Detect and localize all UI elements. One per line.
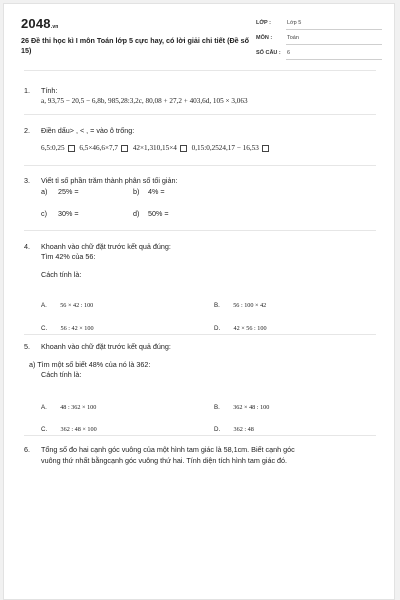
meta-class-label: LỚP : xyxy=(256,20,271,26)
question-text: Khoanh vào chữ đặt trước kết quả đúng: xyxy=(41,242,171,251)
part-label: d) xyxy=(133,209,140,218)
answer-option-a[interactable]: A. 48 : 362 × 100 xyxy=(41,404,97,411)
meta-subject-label: MÔN : xyxy=(256,35,273,41)
answer-option-c[interactable]: C. 362 : 48 × 100 xyxy=(41,426,97,433)
question-number: 3. xyxy=(24,176,30,185)
question-text: Điền dấu> , < , = vào ô trống: xyxy=(41,126,135,135)
part-value: 30% = xyxy=(58,209,79,218)
question-expression: a, 93,75 − 20,5 − 6,8b, 985,28:3,2c, 80,08 + 27,2 + 403,6d, 105 × 3,063 xyxy=(41,97,248,105)
question-text: Viết tỉ số phần trăm thành phân số tối giản: xyxy=(41,176,178,185)
exam-sheet xyxy=(3,3,395,600)
document-title: 26 Đề thi học kì I môn Toán lớp 5 cực hay, có lời giải chi tiết (Đề số 15) xyxy=(21,36,250,55)
answer-box[interactable] xyxy=(68,145,75,152)
question-text: Khoanh vào chữ đặt trước kết quả đúng: xyxy=(41,342,171,351)
question-subtext: Tìm 42% của 56: xyxy=(41,252,96,261)
part-value: 50% = xyxy=(148,209,169,218)
question-text-continued: vuông thứ nhất bằngcạnh góc vuông thứ hai. Tính diện tích hình tam giác đó. xyxy=(41,456,288,465)
meta-class-value: Lớp 5 xyxy=(287,20,302,26)
section-divider xyxy=(24,334,376,335)
question-text: Tính: xyxy=(41,86,58,95)
meta-subject-value: Toán xyxy=(287,35,299,41)
meta-underline xyxy=(286,44,382,45)
answer-option-a[interactable]: A. 56 × 42 : 100 xyxy=(41,302,94,309)
question-number: 1. xyxy=(24,86,30,95)
answer-option-c[interactable]: C. 56 : 42 × 100 xyxy=(41,325,94,332)
answer-option-b[interactable]: B. 56 : 100 × 42 xyxy=(214,302,267,309)
answer-option-b[interactable]: B. 362 × 48 : 100 xyxy=(214,404,270,411)
answer-box[interactable] xyxy=(121,145,128,152)
part-label: a) xyxy=(41,187,48,196)
meta-count-value: 6 xyxy=(287,50,291,56)
compare-item: 0,15:0,2524,17 − 16,53 xyxy=(191,144,259,152)
question-number: 5. xyxy=(24,342,30,351)
section-divider xyxy=(24,165,376,166)
answer-box[interactable] xyxy=(180,145,187,152)
meta-underline xyxy=(286,59,382,60)
question-subtext: Cách tính là: xyxy=(41,270,82,279)
compare-item: 6,5:0,25 xyxy=(41,144,65,152)
question-number: 4. xyxy=(24,242,30,251)
section-divider xyxy=(24,435,376,436)
question-subtext: Cách tính là: xyxy=(41,370,82,379)
section-divider xyxy=(24,230,376,231)
question-text: Tổng số đo hai cạnh góc vuông của một hình tam giác là 58,1cm. Biết cạnh góc xyxy=(41,445,295,454)
section-divider xyxy=(24,70,376,71)
site-logo[interactable]: 2048.vn xyxy=(21,16,59,31)
question-subtext: a) Tìm một số biết 48% của nó là 362: xyxy=(29,360,151,369)
meta-count-label: SỐ CÂU : xyxy=(256,50,281,56)
compare-item: 42×1,310,15×4 xyxy=(132,144,177,152)
meta-underline xyxy=(286,29,382,30)
question-number: 6. xyxy=(24,445,30,454)
compare-item: 6,5×46,6×7,7 xyxy=(79,144,119,152)
part-value: 4% = xyxy=(148,187,165,196)
part-value: 25% = xyxy=(58,187,79,196)
compare-row xyxy=(41,144,272,152)
answer-option-d[interactable]: D. 362 : 48 xyxy=(214,426,254,433)
part-label: c) xyxy=(41,209,47,218)
answer-option-d[interactable]: D. 42 × 56 : 100 xyxy=(214,325,267,332)
answer-box[interactable] xyxy=(262,145,269,152)
section-divider xyxy=(24,114,376,115)
part-label: b) xyxy=(133,187,140,196)
question-number: 2. xyxy=(24,126,30,135)
